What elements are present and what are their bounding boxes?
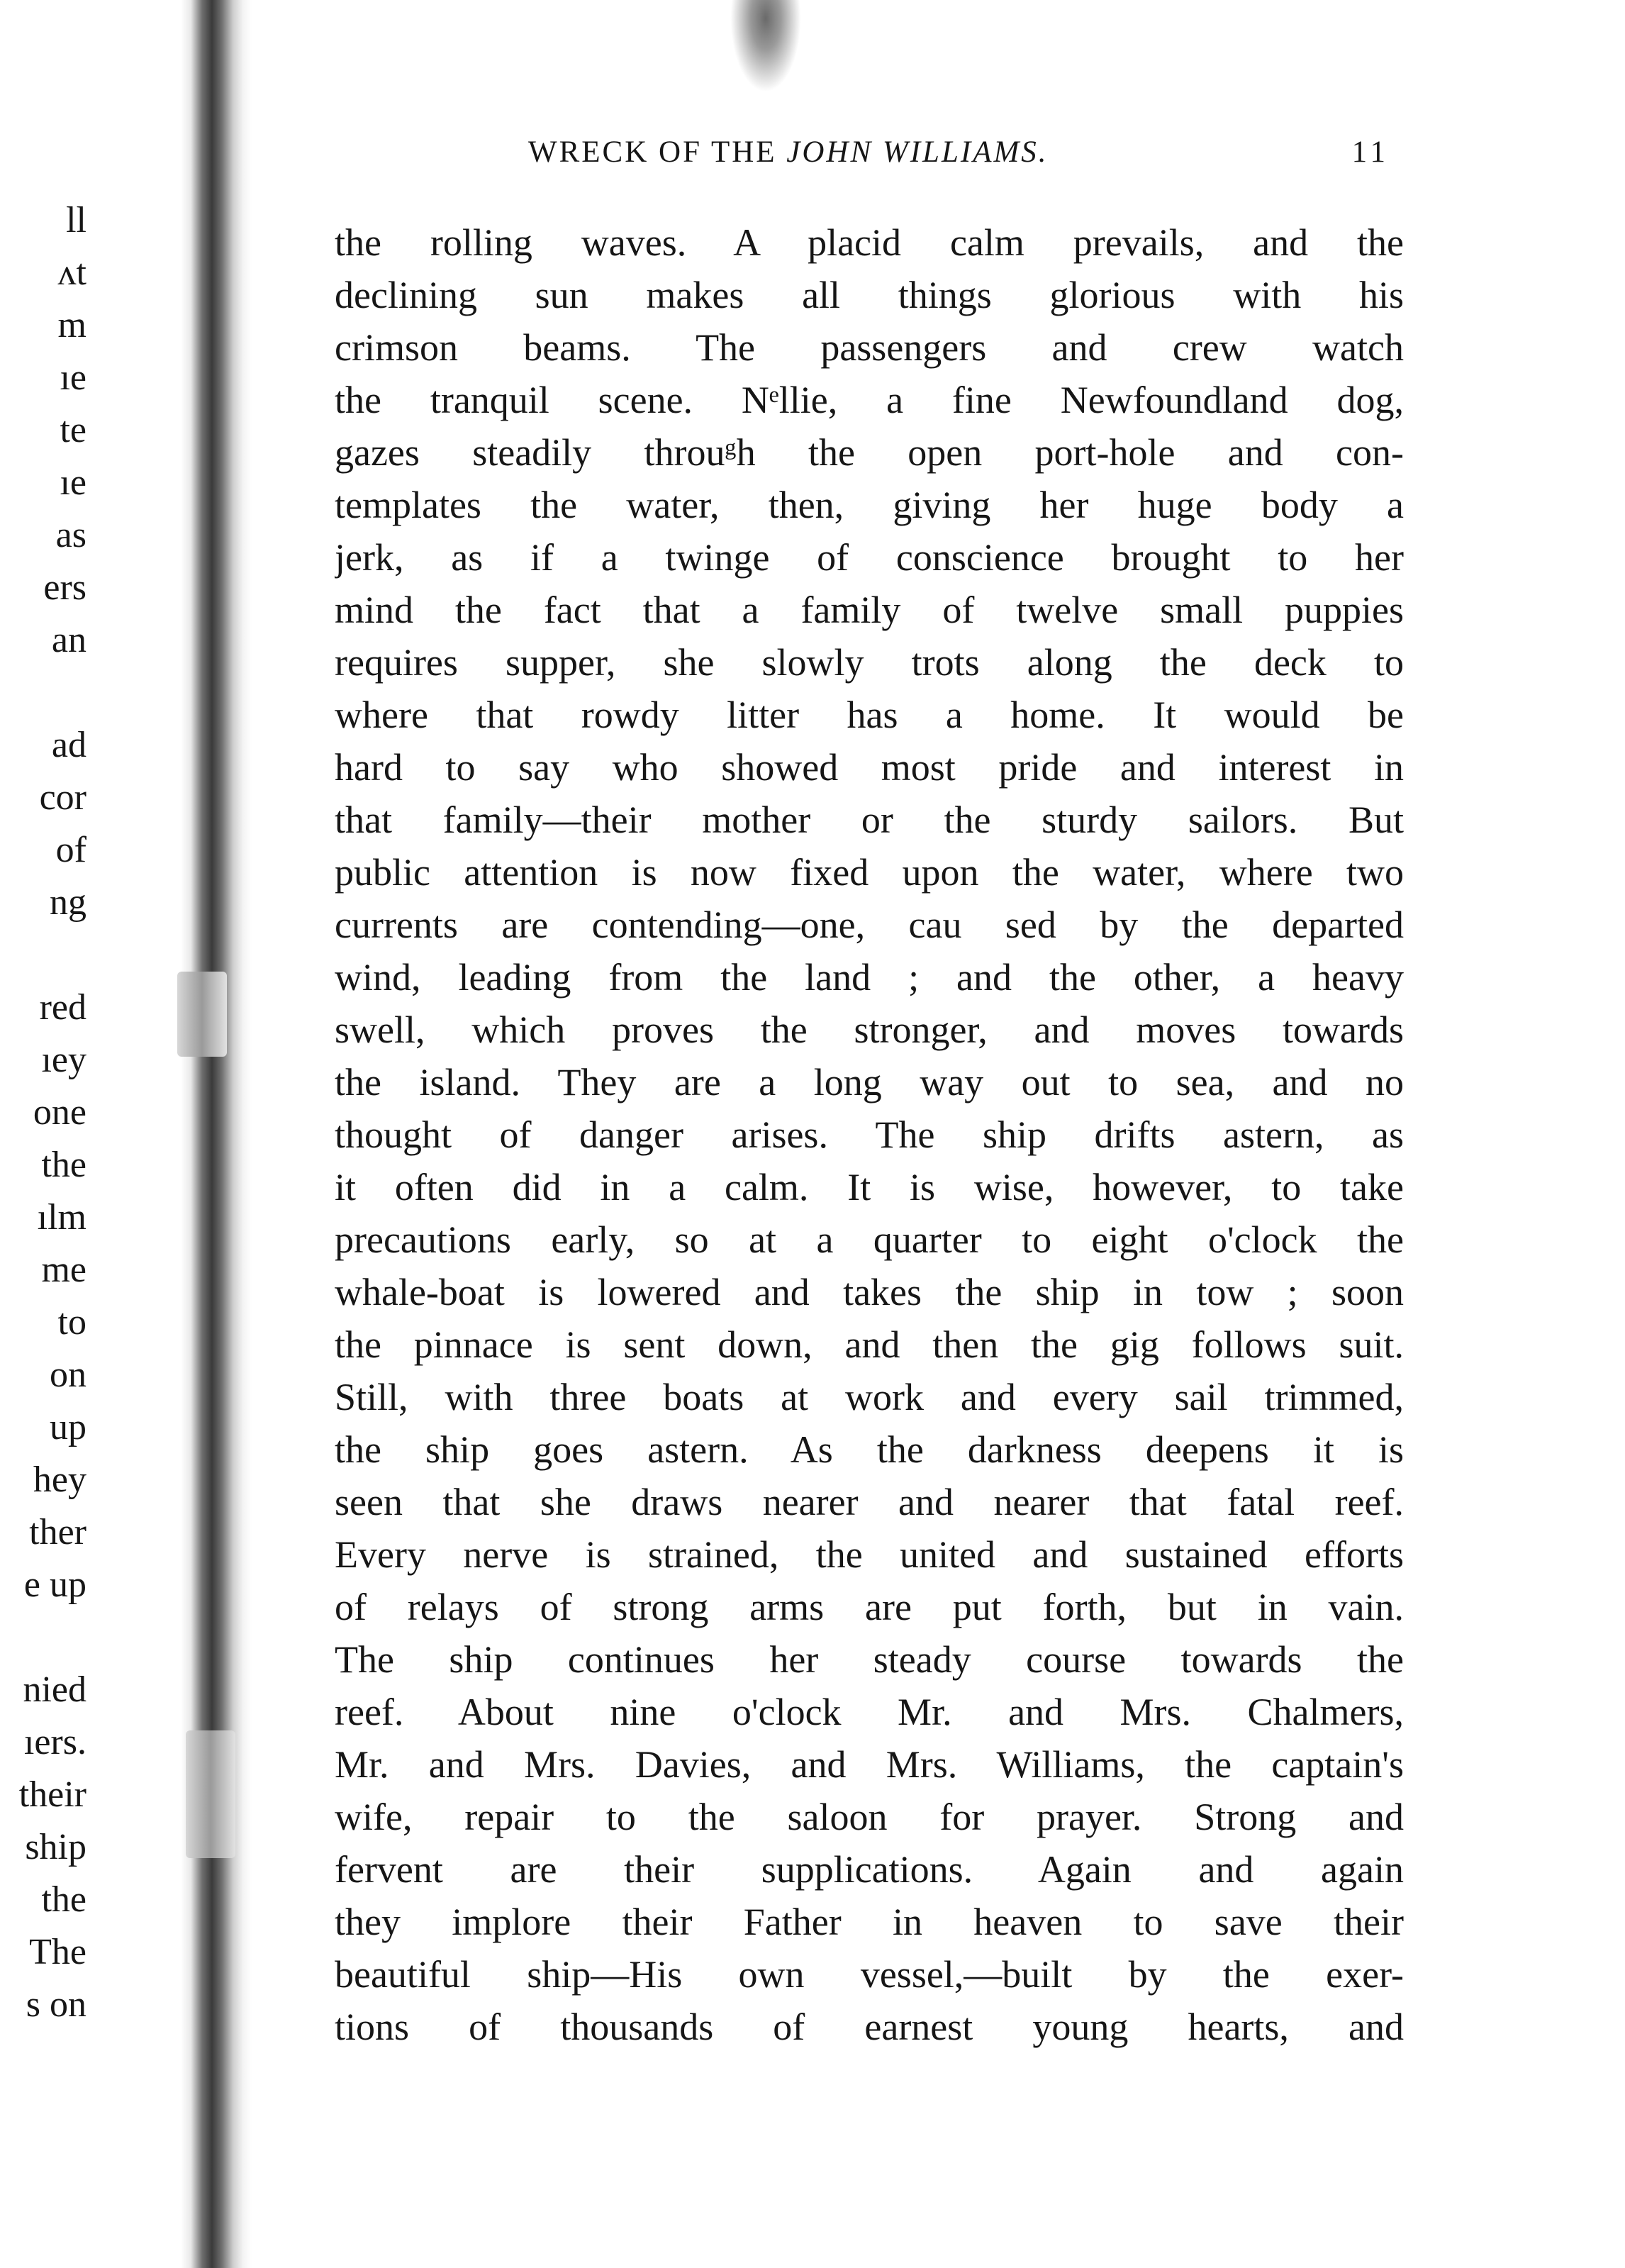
text-line: declining sun makes all things glorious with his bbox=[335, 274, 1404, 316]
text-line: they implore their Father in heaven to save their bbox=[335, 1901, 1404, 1943]
text-line: Still, with three boats at work and every sail trimmed, bbox=[335, 1376, 1404, 1418]
running-head bbox=[333, 135, 1404, 177]
facing-page-fragment: as bbox=[55, 515, 86, 555]
facing-page-fragment: ng bbox=[50, 882, 86, 923]
facing-page-fragment: to bbox=[57, 1302, 86, 1343]
text-line: Every nerve is strained, the united and sustained efforts bbox=[335, 1533, 1404, 1576]
facing-page-fragment: the bbox=[41, 1879, 86, 1920]
text-line: crimson beams. The passengers and crew watch bbox=[335, 326, 1404, 369]
facing-page-fragment: red bbox=[39, 987, 86, 1028]
gutter-notch bbox=[186, 1730, 235, 1858]
text-line: the ship goes astern. As the darkness deepens it is bbox=[335, 1428, 1404, 1471]
text-line: reef. About nine o'clock Mr. and Mrs. Chalmers, bbox=[335, 1691, 1404, 1733]
text-line: fervent are their supplications. Again and again bbox=[335, 1848, 1404, 1891]
text-line: precautions early, so at a quarter to eight o'clock the bbox=[335, 1218, 1404, 1261]
text-line: Mr. and Mrs. Davies, and Mrs. Williams, the captain's bbox=[335, 1743, 1404, 1786]
text-line: the tranquil scene. Nᵉllie, a fine Newfoundland dog, bbox=[335, 379, 1404, 421]
facing-page-fragment: on bbox=[50, 1355, 86, 1395]
facing-page-fragment: ad bbox=[51, 725, 86, 765]
facing-page-fragment: an bbox=[51, 620, 86, 660]
facing-page-fragment: ʌt bbox=[57, 252, 86, 293]
running-title bbox=[528, 135, 1049, 169]
facing-page-fragment: ıers. bbox=[23, 1722, 86, 1762]
running-title-prefix: WRECK OF THE bbox=[528, 135, 787, 169]
text-line: the rolling waves. A placid calm prevails, and the bbox=[335, 221, 1404, 264]
facing-page-fragment: cor bbox=[39, 777, 86, 818]
facing-page-fragment: ılm bbox=[37, 1197, 86, 1238]
facing-page-fragment: The bbox=[29, 1932, 86, 1972]
text-line: tions of thousands of earnest young hearts, and bbox=[335, 2006, 1404, 2048]
text-line: public attention is now fixed upon the water, where two bbox=[335, 851, 1404, 894]
facing-page-fragment: one bbox=[33, 1092, 86, 1133]
text-line: seen that she draws nearer and nearer that fatal reef. bbox=[335, 1481, 1404, 1523]
text-line: The ship continues her steady course towards the bbox=[335, 1638, 1404, 1681]
facing-page-fragment: their bbox=[18, 1774, 86, 1815]
facing-page-fragment: m bbox=[57, 305, 86, 345]
text-line: it often did in a calm. It is wise, however, to take bbox=[335, 1166, 1404, 1208]
text-line: templates the water, then, giving her huge body a bbox=[335, 484, 1404, 526]
text-line: wife, repair to the saloon for prayer. Strong and bbox=[335, 1796, 1404, 1838]
facing-page-fragment: the bbox=[41, 1145, 86, 1185]
book-gutter-shadow bbox=[181, 0, 252, 2268]
facing-page-fragment: e up bbox=[23, 1564, 86, 1605]
text-line: of relays of strong arms are put forth, but in vain. bbox=[335, 1586, 1404, 1628]
facing-page-fragment: me bbox=[41, 1250, 86, 1290]
text-line: that family—their mother or the sturdy sailors. But bbox=[335, 799, 1404, 841]
text-line: the pinnace is sent down, and then the gig follows suit. bbox=[335, 1323, 1404, 1366]
text-line: gazes steadily throuᵍh the open port-hole and con- bbox=[335, 431, 1404, 474]
page-number: 11 bbox=[1351, 135, 1390, 169]
scan-smudge bbox=[730, 0, 801, 92]
body-text bbox=[335, 216, 1404, 2053]
facing-page-fragment: ıey bbox=[41, 1040, 86, 1080]
facing-page-fragment: ers bbox=[43, 567, 86, 608]
facing-page-fragment: te bbox=[60, 410, 86, 450]
text-line: mind the fact that a family of twelve small puppies bbox=[335, 589, 1404, 631]
facing-page-fragment: of bbox=[55, 830, 86, 870]
text-line: the island. They are a long way out to sea, and no bbox=[335, 1061, 1404, 1104]
facing-page-fragment: nied bbox=[23, 1669, 86, 1710]
text-line: requires supper, she slowly trots along the deck to bbox=[335, 641, 1404, 684]
text-line: swell, which proves the stronger, and moves towards bbox=[335, 1008, 1404, 1051]
text-line: hard to say who showed most pride and interest in bbox=[335, 746, 1404, 789]
facing-page-fragment: ther bbox=[29, 1512, 86, 1552]
facing-page-fragment: hey bbox=[33, 1460, 86, 1500]
facing-page-fragment: ıe bbox=[60, 357, 86, 398]
facing-page-fragment: up bbox=[50, 1407, 86, 1447]
text-line: wind, leading from the land ; and the other, a heavy bbox=[335, 956, 1404, 999]
facing-page-fragment: ll bbox=[66, 200, 86, 240]
running-title-ship-name: JOHN WILLIAMS. bbox=[786, 135, 1049, 169]
facing-page-fragment: s on bbox=[26, 1984, 86, 2025]
gutter-notch bbox=[177, 972, 227, 1057]
facing-page-fragment: ıe bbox=[60, 462, 86, 503]
text-line: whale-boat is lowered and takes the ship in tow ; soon bbox=[335, 1271, 1404, 1313]
text-line: beautiful ship—His own vessel,—built by the exer- bbox=[335, 1953, 1404, 1996]
facing-page-fragment: ship bbox=[25, 1827, 86, 1867]
text-line: where that rowdy litter has a home. It would be bbox=[335, 694, 1404, 736]
text-line: thought of danger arises. The ship drifts astern, as bbox=[335, 1113, 1404, 1156]
text-line: jerk, as if a twinge of conscience brought to her bbox=[335, 536, 1404, 579]
text-line: currents are contending—one, cau sed by the departed bbox=[335, 904, 1404, 946]
